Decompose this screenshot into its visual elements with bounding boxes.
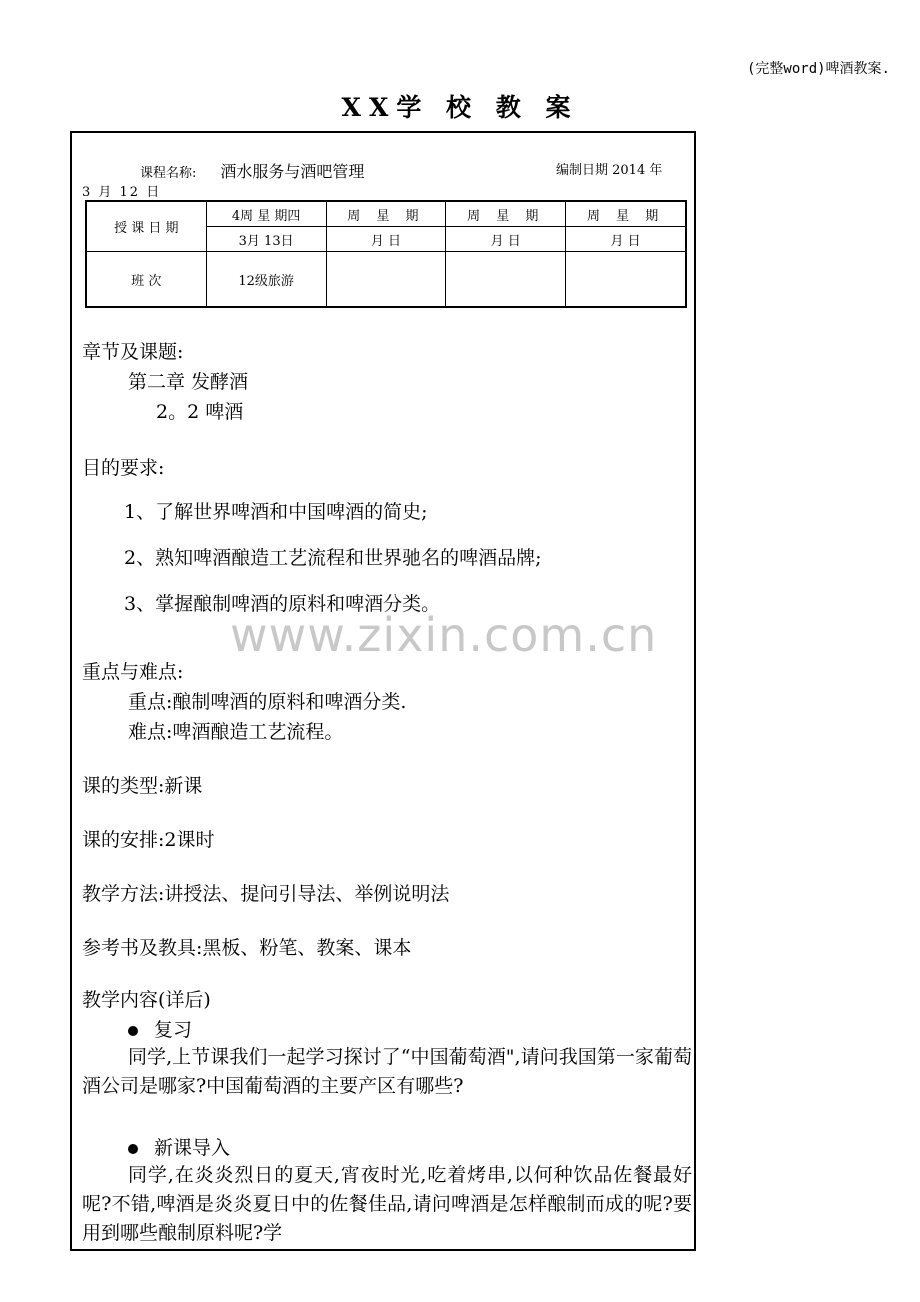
- schedule-class-3: [446, 252, 566, 308]
- review-label: 复习: [154, 1019, 193, 1041]
- schedule-class-2: [326, 252, 446, 308]
- objectives-label: 目的要求:: [82, 457, 165, 479]
- date-label: 编制日期 2014 年: [556, 163, 663, 178]
- objective-item: 3、掌握酿制啤酒的原料和啤酒分类。: [124, 593, 441, 615]
- intro-label: 新课导入: [154, 1137, 231, 1159]
- course-label: 课程名称:: [140, 166, 197, 181]
- schedule-date-2: 月 日: [326, 227, 446, 252]
- course-line: [140, 159, 364, 182]
- schedule-class-1: 12级旅游: [206, 252, 326, 308]
- difficult-point: 难点:啤酒酿造工艺流程。: [128, 721, 344, 743]
- intro-heading: [128, 1133, 230, 1160]
- chapter-title: 第二章 发酵酒: [128, 371, 249, 393]
- review-text: 同学,上节课我们一起学习探讨了“中国葡萄酒",请问我国第一家葡萄酒公司是哪家?中国葡萄酒的主要产区有哪些?: [82, 1046, 692, 1097]
- course-name: 酒水服务与酒吧管理: [220, 162, 365, 181]
- intro-text: 同学,在炎炎烈日的夏天,宵夜时光,吃着烤串,以何种饮品佐餐最好呢?不错,啤酒是炎炎夏日中的佐餐佳品,请问啤酒是怎样酿制而成的呢?要用到哪些酿制原料呢?学: [82, 1164, 692, 1244]
- date-continued: 3 月 12 日: [82, 185, 162, 200]
- schedule-date-4: 月 日: [566, 227, 686, 252]
- schedule-week-2: 周 星 期: [326, 201, 446, 227]
- document-title: XX学 校 教 案: [341, 93, 579, 122]
- schedule-class-label: 班 次: [86, 252, 206, 308]
- schedule-row-header: 授 课 日 期: [86, 201, 206, 252]
- schedule-week-3: 周 星 期: [446, 201, 566, 227]
- schedule-date-1: 3月 13日: [206, 227, 326, 252]
- watermark: www.zixin.com.cn: [230, 608, 658, 662]
- chapter-label: 章节及课题:: [82, 341, 184, 363]
- review-heading: [128, 1015, 192, 1042]
- schedule-table: [85, 200, 687, 308]
- lesson-plan-frame: [70, 131, 696, 1251]
- section-title: 2。2 啤酒: [156, 401, 244, 423]
- bullet-icon: [128, 1026, 138, 1036]
- objective-item: 1、了解世界啤酒和中国啤酒的简史;: [124, 501, 428, 523]
- lesson-schedule: 课的安排:2课时: [82, 829, 215, 851]
- schedule-week-1: 4周 星 期四: [206, 201, 326, 227]
- lesson-type: 课的类型:新课: [82, 775, 203, 797]
- content-label: 教学内容(详后): [82, 989, 211, 1011]
- schedule-week-4: 周 星 期: [566, 201, 686, 227]
- objective-item: 2、熟知啤酒酿造工艺流程和世界驰名的啤酒品牌;: [124, 547, 542, 569]
- bullet-icon: [128, 1144, 138, 1154]
- references: 参考书及教具:黑板、粉笔、教案、课本: [82, 937, 412, 959]
- schedule-class-4: [566, 252, 686, 308]
- teaching-methods: 教学方法:讲授法、提问引导法、举例说明法: [82, 883, 450, 905]
- schedule-date-3: 月 日: [446, 227, 566, 252]
- header-note: (完整word)啤酒教案.: [746, 61, 890, 77]
- key-label: 重点与难点:: [82, 661, 184, 683]
- key-point: 重点:酿制啤酒的原料和啤酒分类.: [128, 691, 407, 713]
